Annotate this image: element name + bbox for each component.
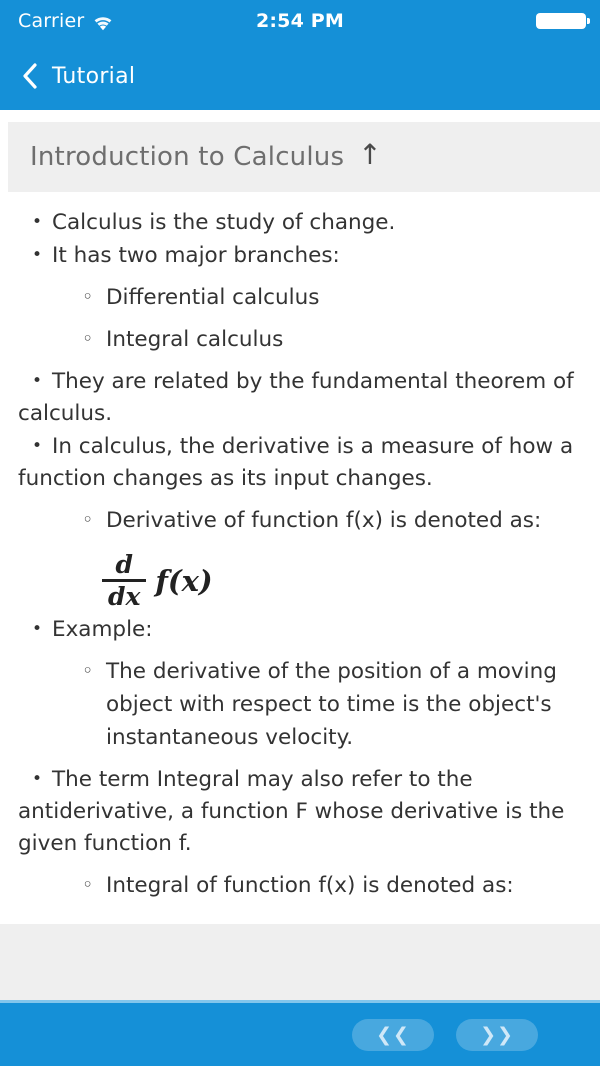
- list-item: [18, 323, 582, 356]
- derivative-formula: [18, 546, 582, 613]
- bottom-toolbar: [0, 1000, 600, 1066]
- list-item-text: In calculus, the derivative is a measure of how a function changes as its input changes.: [18, 434, 574, 491]
- list-item-text: The derivative of the position of a moving object with respect to time is the object's instantaneous velocity.: [106, 659, 557, 750]
- list-item-text: Integral calculus: [106, 327, 284, 352]
- list-item: [18, 365, 582, 430]
- tutorial-body: [0, 192, 600, 902]
- list-item: [18, 281, 582, 314]
- list-item-text: Example:: [52, 617, 153, 642]
- content-area[interactable]: [0, 110, 600, 924]
- status-bar-right: [536, 13, 586, 29]
- list-item-text: They are related by the fundamental theorem of calculus.: [18, 369, 574, 426]
- list-item-text: Differential calculus: [106, 285, 320, 310]
- page-title: Introduction to Calculus: [30, 142, 345, 172]
- navigation-bar: [0, 42, 600, 110]
- list-item-text: Integral of function f(x) is denoted as:: [106, 873, 514, 898]
- fraction-denominator: dx: [108, 582, 141, 611]
- list-item: [18, 763, 582, 860]
- previous-button[interactable]: ❮❮: [352, 1019, 434, 1051]
- next-button[interactable]: ❯❯: [456, 1019, 538, 1051]
- list-item: [18, 655, 582, 754]
- formula-function: f(x): [155, 563, 213, 598]
- bullet-list: [18, 206, 582, 537]
- footer-spacer: [0, 924, 600, 1000]
- section-header[interactable]: [8, 122, 600, 192]
- status-bar: [0, 0, 600, 42]
- bullet-list-continued: [18, 613, 582, 902]
- list-item: [18, 430, 582, 495]
- list-item-text: Calculus is the study of change.: [52, 210, 396, 235]
- list-item: [18, 504, 582, 537]
- fraction-numerator: d: [115, 550, 133, 579]
- list-item-text: It has two major branches:: [52, 243, 340, 268]
- battery-full-icon: [536, 13, 586, 29]
- list-item-text: The term Integral may also refer to the antiderivative, a function F whose derivative is the given function f.: [18, 767, 565, 856]
- list-item-text: Derivative of function f(x) is denoted as:: [106, 508, 542, 533]
- list-item: [18, 613, 582, 646]
- status-bar-time: 2:54 PM: [255, 10, 345, 32]
- nav-back-label[interactable]: Tutorial: [52, 63, 136, 89]
- carrier-label: Carrier: [18, 10, 85, 32]
- fraction: [102, 552, 146, 609]
- list-item: [18, 206, 582, 239]
- list-item: [18, 239, 582, 272]
- list-item: [18, 869, 582, 902]
- arrow-up-icon[interactable]: ↑: [358, 138, 382, 171]
- chevron-left-icon[interactable]: [22, 63, 38, 89]
